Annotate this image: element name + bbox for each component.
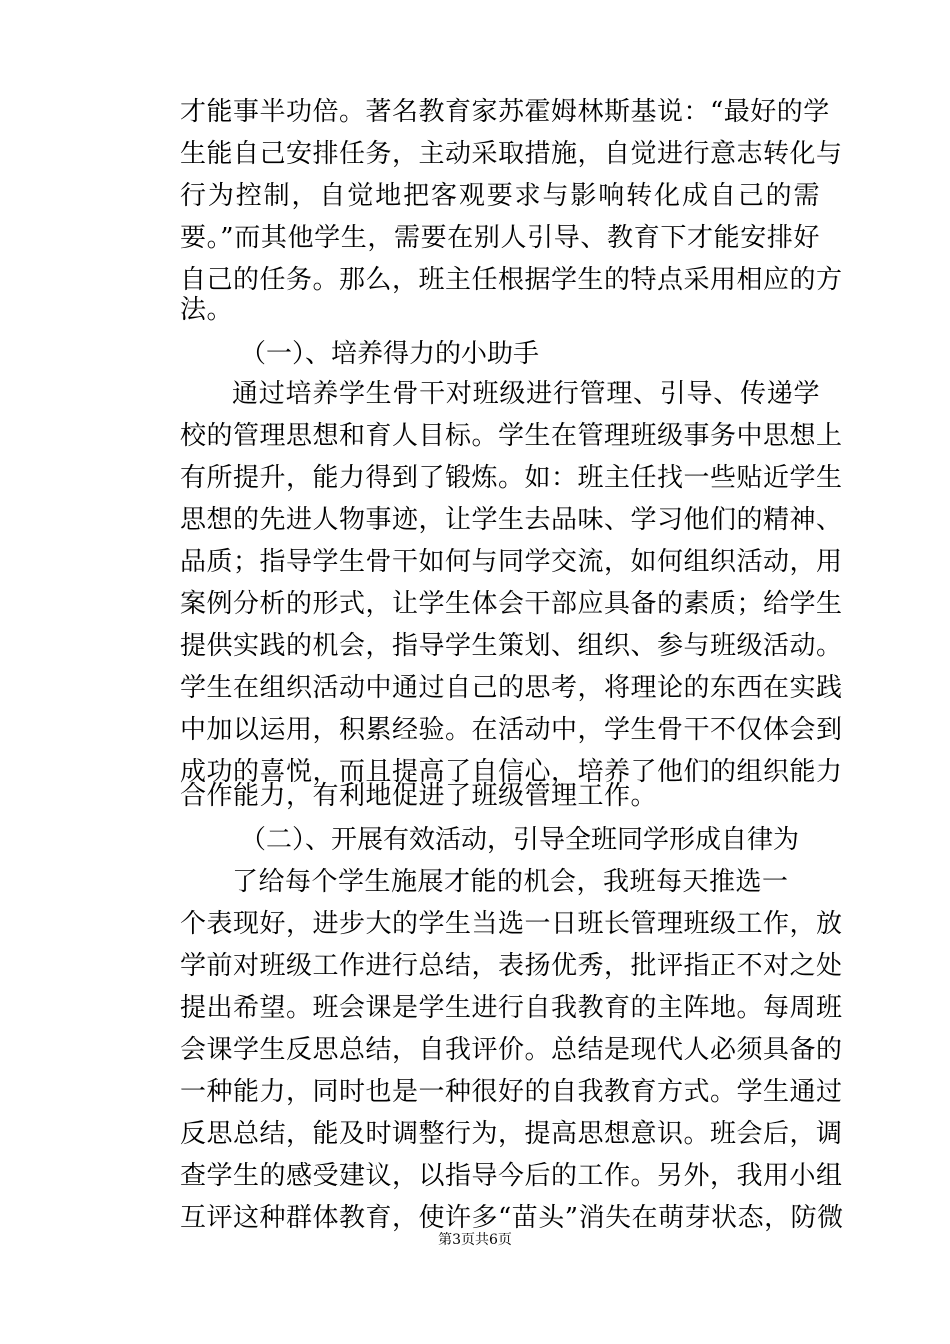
text-line: 了给每个学生施展才能的机会，我班每天推选一 xyxy=(232,867,789,897)
text-line: 通过培养学生骨干对班级进行管理、引导、传递学 xyxy=(232,379,820,409)
text-line: 查学生的感受建议，以指导今后的工作。另外，我用小组 xyxy=(180,1161,843,1191)
text-line: 合作能力，有利地促进了班级管理工作。 xyxy=(180,781,658,811)
text-line: 会课学生反思总结，自我评价。总结是现代人必须具备的 xyxy=(180,1035,843,1065)
text-line: 案例分析的形式，让学生体会干部应具备的素质；给学生 xyxy=(180,589,843,619)
text-line: 思想的先进人物事迹，让学生去品味、学习他们的精神、 xyxy=(180,505,843,535)
section-heading-1: （一）、培养得力的小助手 xyxy=(240,339,540,369)
text-line: 要。”而其他学生，需要在别人引导、教育下才能安排好 xyxy=(180,223,820,253)
text-line: 自己的任务。那么，班主任根据学生的特点采用相应的方 xyxy=(180,265,843,295)
text-line: 成功的喜悦，而且提高了自信心，培养了他们的组织能力 xyxy=(180,757,843,787)
text-line: 学生在组织活动中通过自己的思考，将理论的东西在实践 xyxy=(180,673,843,703)
page-number-footer: 第3页共6页 xyxy=(438,1232,512,1248)
text-line: 品质；指导学生骨干如何与同学交流，如何组织活动，用 xyxy=(180,547,843,577)
text-line: 学前对班级工作进行总结，表扬优秀，批评指正不对之处 xyxy=(180,951,843,981)
text-line: 法。 xyxy=(180,295,234,325)
text-line: 一种能力，同时也是一种很好的自我教育方式。学生通过 xyxy=(180,1077,843,1107)
text-line: 提供实践的机会，指导学生策划、组织、参与班级活动。 xyxy=(180,631,843,661)
section-heading-2: （二）、开展有效活动，引导全班同学形成自律为 xyxy=(240,825,800,855)
text-line: 提出希望。班会课是学生进行自我教育的主阵地。每周班 xyxy=(180,993,843,1023)
text-line: 反思总结，能及时调整行为，提高思想意识。班会后，调 xyxy=(180,1119,843,1149)
text-line: 行为控制，自觉地把客观要求与影响转化成自己的需 xyxy=(180,181,820,211)
text-line: 中加以运用，积累经验。在活动中，学生骨干不仅体会到 xyxy=(180,715,843,745)
text-line: 有所提升，能力得到了锻炼。如：班主任找一些贴近学生 xyxy=(180,463,843,493)
text-line: 互评这种群体教育，使许多“苗头”消失在萌芽状态，防微 xyxy=(180,1203,844,1233)
text-line: 生能自己安排任务，主动采取措施，自觉进行意志转化与 xyxy=(180,139,843,169)
text-line: 才能事半功倍。著名教育家苏霍姆林斯基说：“最好的学 xyxy=(180,97,830,127)
text-line: 校的管理思想和育人目标。学生在管理班级事务中思想上 xyxy=(180,421,843,451)
text-line: 个表现好，进步大的学生当选一日班长管理班级工作，放 xyxy=(180,909,843,939)
